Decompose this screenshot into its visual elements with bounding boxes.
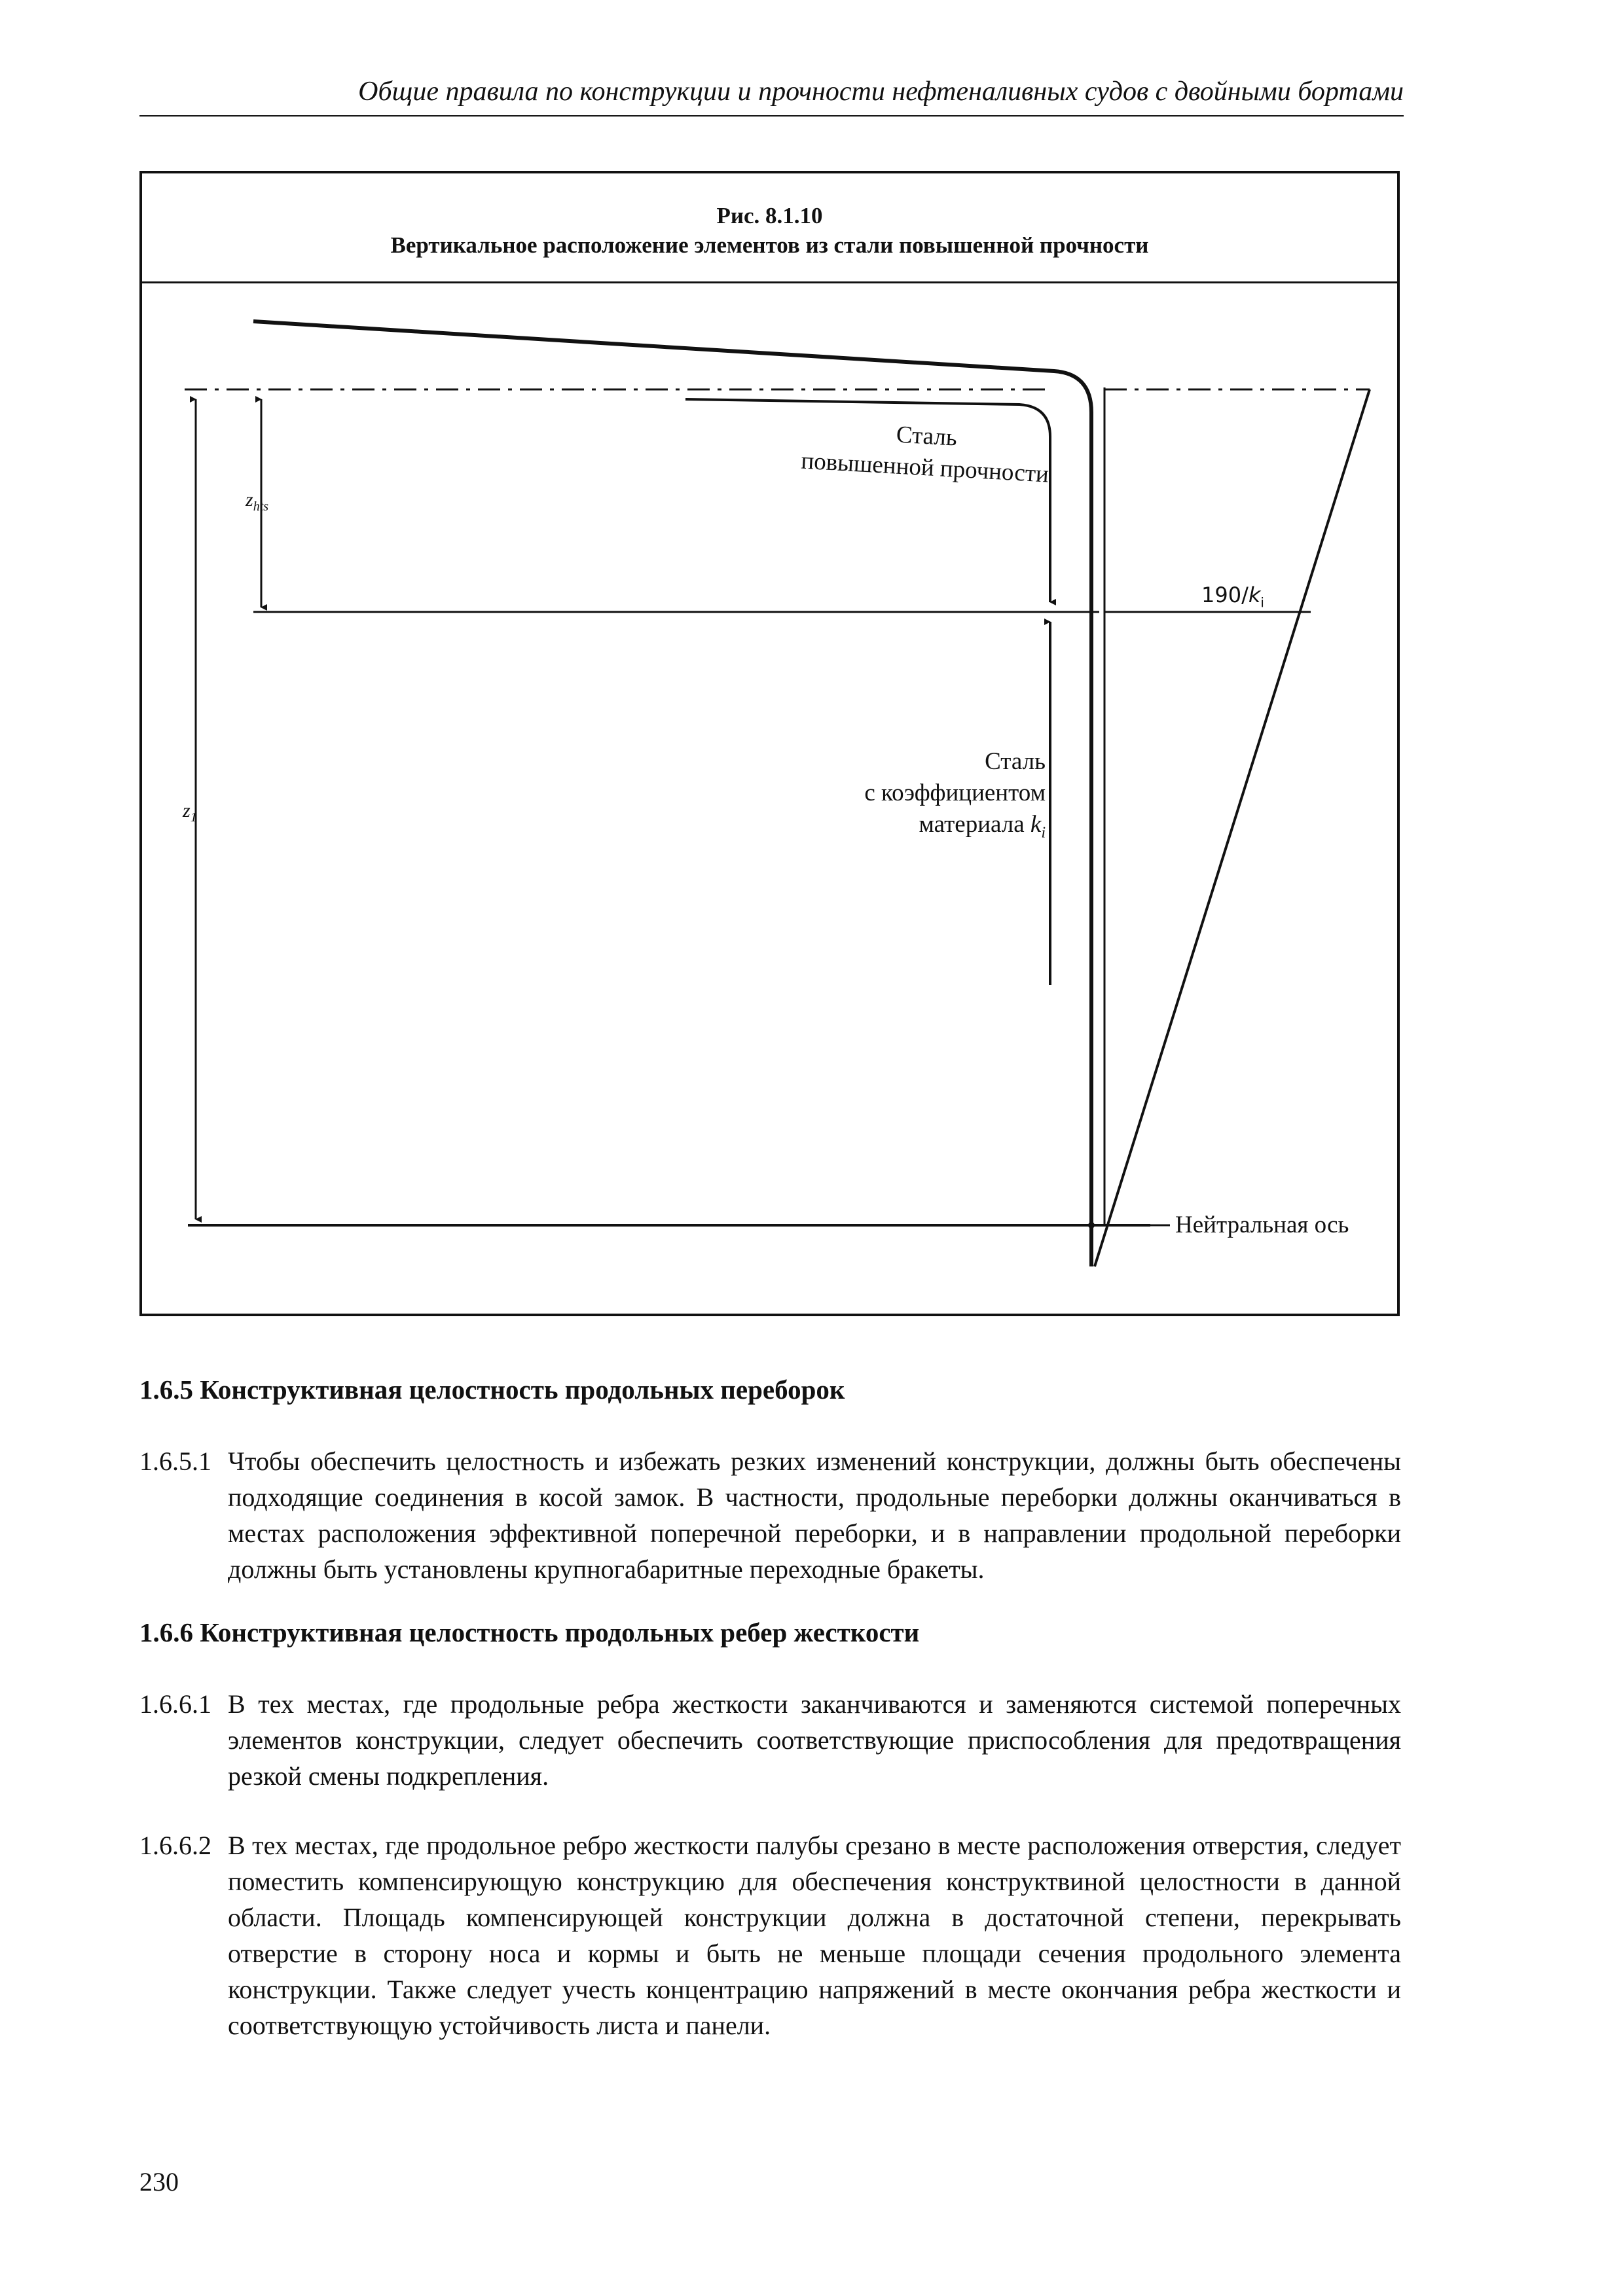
z1-var: z xyxy=(183,800,191,821)
paragraph-1-6-5-1 xyxy=(139,1443,1401,1587)
paragraph-1-6-6-1 xyxy=(139,1686,1401,1794)
paragraph-text: В тех местах, где продольное ребро жесткости палубы срезано в месте расположения отверстия, следует поместить компенсирующую конструкцию для обеспечения конструктвиной целостности в данной области. Площадь компенсирующей конструкции должна в достаточной степени, перекрывать отверстие в сторону носа и кормы и быть не меньше площади сечения продольного элемента конструкции. Также следует учесть концентрацию напряжений в месте окончания ребра жесткости и соответствующую устойчивость листа и панели. xyxy=(228,1831,1401,2040)
figure-number: Рис. 8.1.10 xyxy=(716,203,823,228)
z-hts-var: z xyxy=(246,489,253,511)
neutral-axis-label: Нейтральная ось xyxy=(1175,1211,1349,1238)
paragraph-number: 1.6.6.2 xyxy=(139,1831,211,1860)
figure-title: Вертикальное расположение элементов из стали повышенной прочности xyxy=(390,232,1149,258)
stress-value-k-sub: i xyxy=(1260,594,1264,611)
z-hts-label xyxy=(246,484,268,522)
page-number: 230 xyxy=(139,2167,179,2197)
paragraph-1-6-6-2 xyxy=(139,1827,1401,2043)
paragraph-text: В тех местах, где продольные ребра жесткости заканчиваются и заменяются системой поперечных элементов конструкции, следует обеспечить соответствующие приспособления для предотвращения резкой смены подкрепления. xyxy=(228,1689,1401,1791)
figure-frame xyxy=(139,171,1400,1316)
mild-steel-k-sub: i xyxy=(1041,824,1046,842)
mild-steel-label-line1: Сталь xyxy=(985,748,1046,775)
stress-value-label xyxy=(1201,579,1264,618)
z-hts-sub: hts xyxy=(253,499,269,514)
paragraph-number: 1.6.6.1 xyxy=(139,1689,211,1719)
stress-distribution-line xyxy=(1095,389,1370,1266)
z1-sub: 1 xyxy=(190,810,197,825)
paragraph-number: 1.6.5.1 xyxy=(139,1446,211,1476)
mild-steel-k-var: k xyxy=(1030,811,1042,838)
mild-steel-label-line3 xyxy=(784,809,1046,848)
mild-steel-label-line2: с коэффициентом xyxy=(864,780,1046,806)
paragraph-text: Чтобы обеспечить целостность и избежать резких изменений конструкции, должны быть обеспечены подходящие соединения в косой замок. В частности, продольные переборки должны оканчиваться в местах расположения эффективной поперечной переборки, и в направлении продольной переборки должны быть установлены крупногабаритные переходные бракеты. xyxy=(228,1446,1401,1584)
section-heading-1-6-5: 1.6.5 Конструктивная целостность продольных переборок xyxy=(139,1374,845,1405)
figure-drawing xyxy=(142,173,1397,1314)
z1-label xyxy=(183,795,197,833)
header-rule xyxy=(139,115,1404,117)
mild-steel-label xyxy=(784,746,1046,848)
stress-value-k-var: k xyxy=(1248,583,1261,607)
mild-steel-label-line3-text: материала xyxy=(919,811,1030,838)
neutral-axis-marker xyxy=(1088,1222,1095,1229)
running-head: Общие правила по конструкции и прочности нефтеналивных судов с двойными бортами xyxy=(358,77,1404,107)
hts-steel-label-line1: Сталь xyxy=(895,421,958,452)
hts-steel-label-line2: повышенной прочности xyxy=(800,447,1049,488)
section-heading-1-6-6: 1.6.6 Конструктивная целостность продольных ребер жесткости xyxy=(139,1617,920,1647)
stress-value-text: 190/ xyxy=(1201,583,1249,607)
